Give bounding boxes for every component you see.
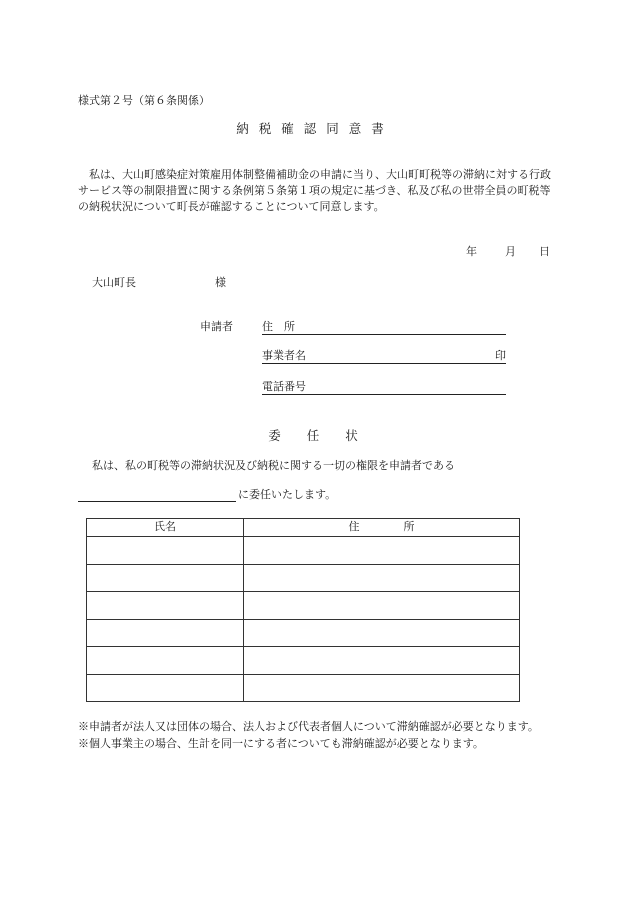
note-sole-proprietor: ※個人事業主の場合、生計を同一にする者についても滞納確認が必要となります。	[78, 737, 484, 750]
table-row	[87, 537, 520, 565]
address-cell[interactable]	[244, 564, 520, 592]
date-day-label: 日	[539, 245, 550, 258]
name-cell[interactable]	[87, 592, 244, 620]
honorific: 様	[215, 276, 226, 289]
business-name-label: 事業者名	[262, 349, 306, 362]
document-title: 納税確認同意書	[236, 121, 394, 136]
column-header-address: 住 所	[244, 519, 520, 537]
delegation-text: 私は、私の町税等の滞納状況及び納税に関する一切の権限を申請者である	[92, 459, 455, 472]
address-label: 住 所	[262, 320, 295, 333]
address-cell[interactable]	[244, 537, 520, 565]
column-header-name: 氏名	[87, 519, 244, 537]
addressee: 大山町長	[92, 276, 136, 289]
name-cell[interactable]	[87, 674, 244, 702]
applicant-label: 申請者	[200, 320, 233, 333]
table-row	[87, 674, 520, 702]
address-cell[interactable]	[244, 592, 520, 620]
name-cell[interactable]	[87, 537, 244, 565]
delegate-name-blank[interactable]	[78, 501, 236, 502]
name-cell[interactable]	[87, 564, 244, 592]
table-row	[87, 619, 520, 647]
note-corporation: ※申請者が法人又は団体の場合、法人および代表者個人について滞納確認が必要となります。	[78, 720, 539, 733]
address-cell[interactable]	[244, 647, 520, 675]
table-row	[87, 564, 520, 592]
date-year-label: 年	[466, 245, 477, 258]
address-cell[interactable]	[244, 619, 520, 647]
table-row	[87, 647, 520, 675]
table-header-row	[87, 519, 520, 537]
household-members-table	[86, 518, 520, 702]
address-cell[interactable]	[244, 674, 520, 702]
form-number: 様式第２号（第６条関係）	[78, 94, 210, 107]
name-cell[interactable]	[87, 619, 244, 647]
phone-label: 電話番号	[262, 380, 306, 393]
delegation-suffix: に委任いたします。	[238, 488, 337, 501]
notes	[78, 718, 539, 752]
address-field[interactable]	[262, 320, 506, 335]
name-cell[interactable]	[87, 647, 244, 675]
delegation-title: 委任状	[268, 428, 384, 443]
business-name-field[interactable]	[262, 349, 506, 364]
consent-body-text: 私は、大山町感染症対策雇用体制整備補助金の申請に当り、大山町町税等の滞納に対する行政サービス等の制限措置に関する条例第５条第１項の規定に基づき、私及び私の世帯全員の町税等の納税状況について町長が確認することについて同意します。	[78, 168, 551, 213]
date-month-label: 月	[505, 245, 516, 258]
table-row	[87, 592, 520, 620]
seal-mark: 印	[495, 349, 506, 362]
phone-field[interactable]	[262, 380, 506, 395]
